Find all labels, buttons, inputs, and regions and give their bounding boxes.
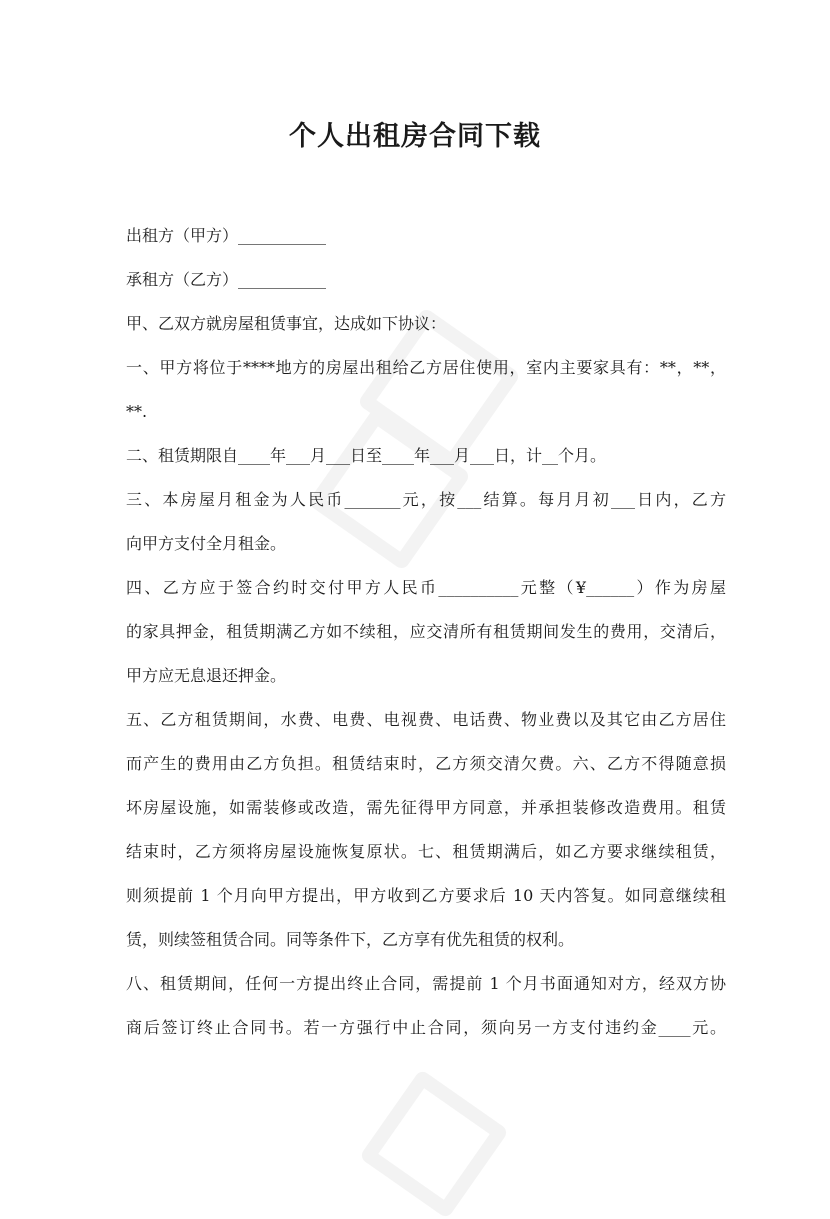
text-line: 甲、乙双方就房屋租赁事宜，达成如下协议： — [126, 314, 447, 333]
text-line: 二、租赁期限自____年___月___日至____年___月___日，计__个月。 — [126, 446, 607, 465]
watermark — [359, 1069, 509, 1219]
text-line: **. — [126, 402, 148, 421]
text-line: 甲方应无息退还押金。 — [126, 666, 287, 685]
text-line: 结束时，乙方须将房屋设施恢复原状。七、租赁期满后，如乙方要求继续租赁， — [126, 842, 726, 861]
document-body — [126, 214, 726, 1050]
text-line: 的家具押金，租赁期满乙方如不续租，应交清所有租赁期间发生的费用，交清后， — [126, 622, 726, 641]
text-line: 而产生的费用由乙方负担。租赁结束时，乙方须交清欠费。六、乙方不得随意损 — [126, 754, 726, 773]
text-line: 五、乙方租赁期间，水费、电费、电视费、电话费、物业费以及其它由乙方居住 — [126, 710, 726, 729]
text-line: 坏房屋设施，如需装修或改造，需先征得甲方同意，并承担装修改造费用。租赁 — [126, 798, 726, 817]
text-line: 三、本房屋月租金为人民币_______元，按___结算。每月月初___日内，乙方 — [126, 490, 726, 509]
text-line: 商后签订终止合同书。若一方强行中止合同，须向另一方支付违约金____元。 — [126, 1018, 726, 1037]
text-line: 则须提前 1 个月向甲方提出，甲方收到乙方要求后 10 天内答复。如同意继续租 — [126, 886, 726, 905]
text-line: 一、甲方将位于****地方的房屋出租给乙方居住使用，室内主要家具有：**，**， — [126, 358, 726, 377]
document-title: 个人出租房合同下载 — [289, 121, 541, 152]
text-line: 出租方（甲方）___________ — [126, 226, 327, 245]
text-line: 四、乙方应于签合约时交付甲方人民币__________元整（¥______）作为房屋 — [126, 578, 726, 597]
text-line: 赁，则续签租赁合同。同等条件下，乙方享有优先租赁的权利。 — [126, 930, 575, 949]
text-line: 八、租赁期间，任何一方提出终止合同，需提前 1 个月书面通知对方，经双方协 — [126, 974, 726, 993]
text-line: 向甲方支付全月租金。 — [126, 534, 287, 553]
text-line: 承租方（乙方）___________ — [126, 270, 327, 289]
